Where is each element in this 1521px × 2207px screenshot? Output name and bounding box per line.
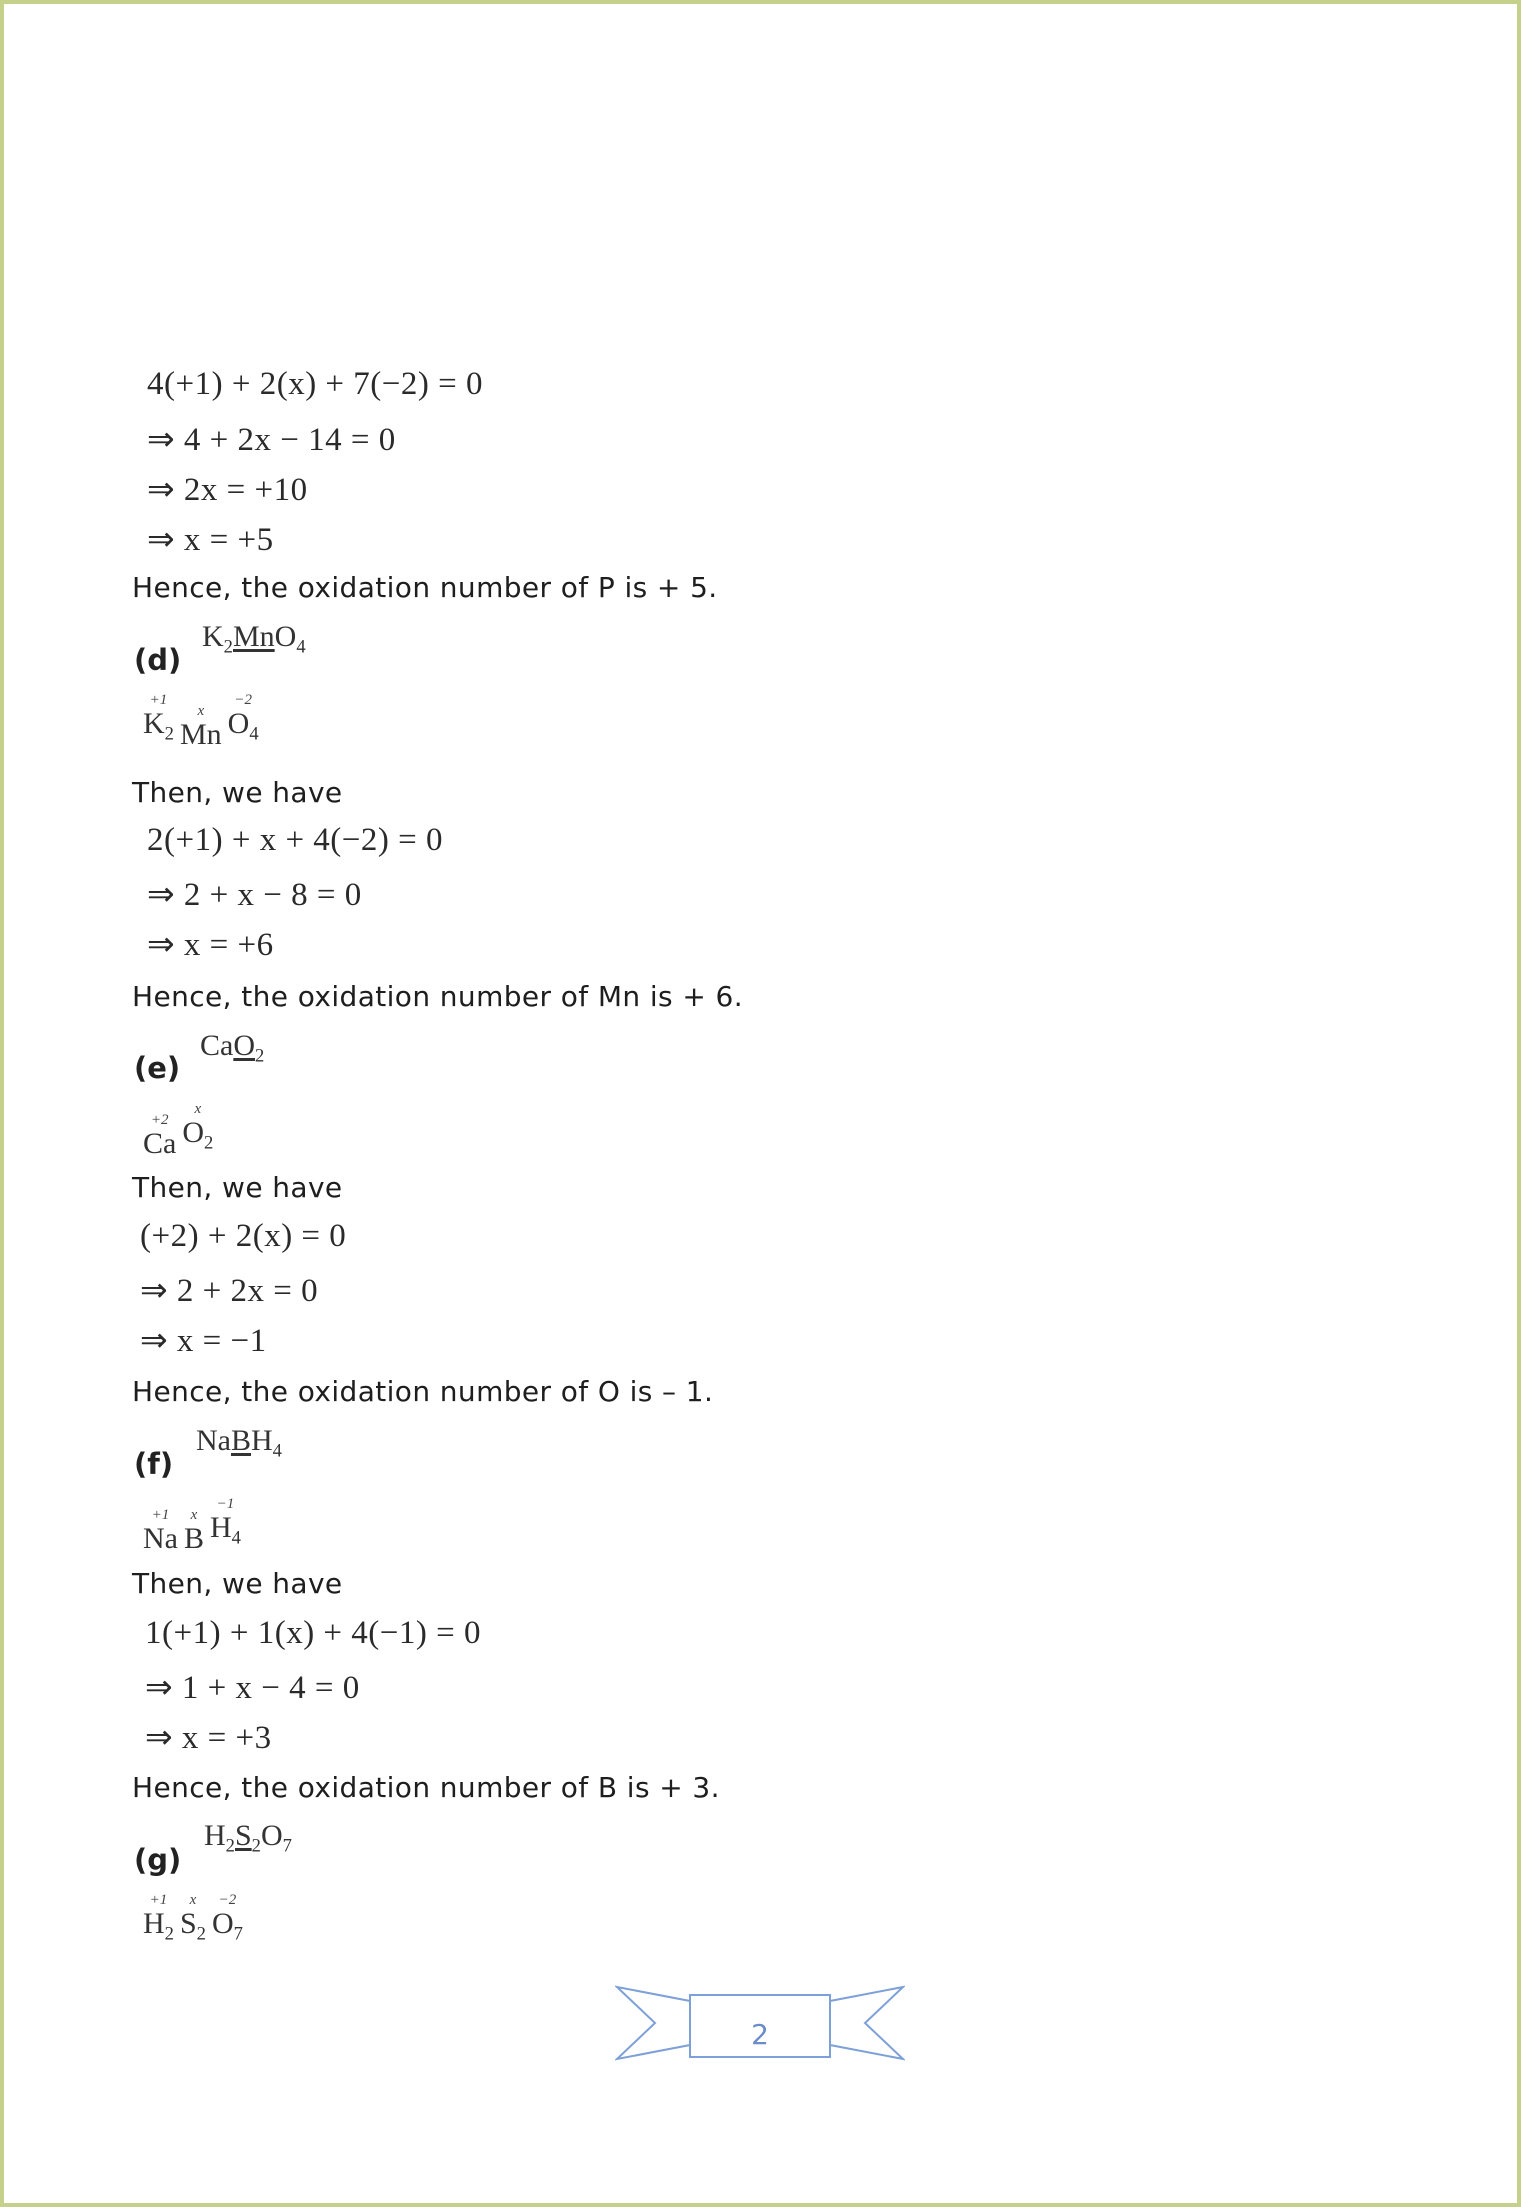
then-f: Then, we have (132, 1567, 343, 1600)
label-f: (f) (134, 1447, 174, 1481)
formula-d: $K_2MnO_4$ (202, 620, 306, 658)
formula-e: CaO$_2$ (200, 1029, 265, 1067)
equation-d-1: 2(+1) + x + 4(−2) = 0 (147, 822, 444, 858)
equation-c-2: ⇒ 4 + 2x − 14 = 0 (147, 422, 396, 458)
equation-c-3: ⇒ 2x = +10 (147, 472, 308, 508)
then-e: Then, we have (132, 1171, 343, 1204)
equation-f-2: ⇒ 1 + x − 4 = 0 (145, 1670, 360, 1706)
annotated-formula-g: +1 $H_2$ x $S_2$ −2 $O_7$ (143, 1892, 243, 1945)
equation-d-3: ⇒ x = +6 (147, 927, 274, 963)
annotated-formula-d: +1 $K_2$ x Mn −2 $O_4$ (143, 692, 259, 751)
equation-c-1: 4(+1) + 2(x) + 7(−2) = 0 (147, 366, 483, 402)
page-number: 2 (751, 2018, 769, 2051)
then-d: Then, we have (132, 776, 343, 809)
conclusion-f: Hence, the oxidation number of B is + 3. (132, 1771, 720, 1804)
equation-d-2: ⇒ 2 + x − 8 = 0 (147, 877, 362, 913)
equation-f-3: ⇒ x = +3 (145, 1720, 272, 1756)
conclusion-c: Hence, the oxidation number of P is + 5. (132, 571, 718, 604)
annotated-formula-e: +2 Ca x $O_2$ (143, 1101, 214, 1160)
equation-c-4: ⇒ x = +5 (147, 522, 274, 558)
formula-g: $H_2S_2O_7$ (204, 1819, 292, 1857)
conclusion-e: Hence, the oxidation number of O is – 1. (132, 1375, 714, 1408)
equation-e-1: (+2) + 2(x) = 0 (140, 1218, 347, 1254)
label-g: (g) (134, 1843, 182, 1877)
equation-f-1: 1(+1) + 1(x) + 4(−1) = 0 (145, 1615, 481, 1651)
label-e: (e) (134, 1051, 181, 1085)
conclusion-d: Hence, the oxidation number of Mn is + 6. (132, 980, 744, 1013)
equation-e-3: ⇒ x = −1 (140, 1323, 267, 1359)
label-d: (d) (134, 643, 182, 677)
formula-f: NaBH$_4$ (196, 1424, 282, 1462)
equation-e-2: ⇒ 2 + 2x = 0 (140, 1273, 319, 1309)
annotated-formula-f: +1 Na x B −1 $H_4$ (143, 1496, 241, 1555)
